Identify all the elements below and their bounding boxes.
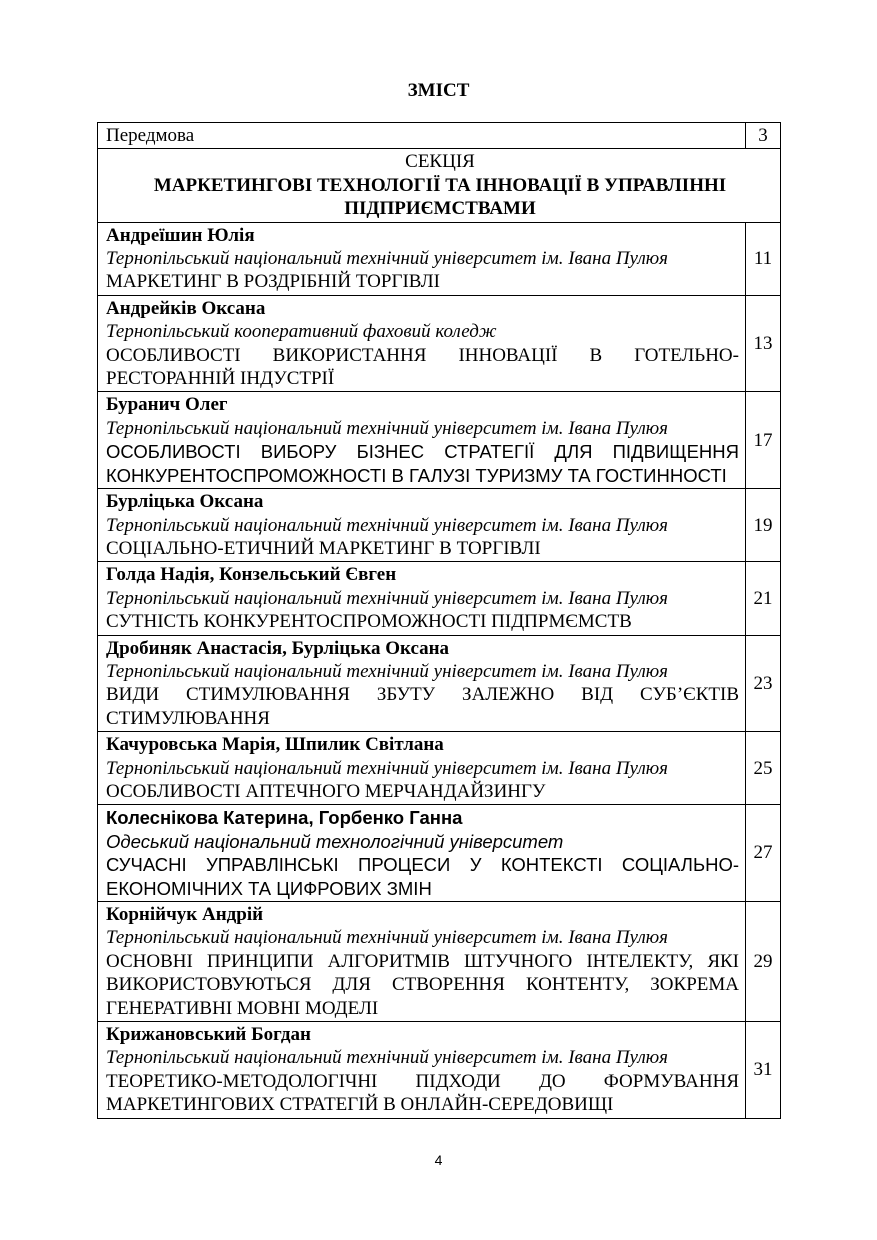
entry-title: ВИДИ СТИМУЛЮВАННЯ ЗБУТУ ЗАЛЕЖНО ВІД СУБ’ЄКТІВ СТИМУЛЮВАННЯ — [106, 684, 739, 729]
toc-entry[interactable] — [98, 295, 781, 392]
entry-authors: Крижановський Богдан — [106, 1024, 311, 1046]
entry-title: ОСОБЛИВОСТІ ВИБОРУ БІЗНЕС СТРАТЕГІЇ ДЛЯ ПІДВИЩЕННЯ КОНКУРЕНТОСПРОМОЖНОСТІ В ГАЛУЗІ ТУРИЗМУ ТА ГОСТИННОСТІ — [106, 441, 739, 486]
entry-institution: Тернопільський національний технічний університет ім. Івана Пулюя — [106, 927, 668, 949]
toc-row-preface[interactable] — [98, 123, 781, 149]
entry-page: 17 — [746, 392, 781, 489]
entry-institution: Тернопільський національний технічний університет ім. Івана Пулюя — [106, 417, 668, 439]
entry-title: ОСОБЛИВОСТІ АПТЕЧНОГО МЕРЧАНДАЙЗИНГУ — [106, 780, 546, 802]
section-header-row — [98, 149, 781, 222]
entry-authors: Дробиняк Анастасія, Бурліцька Оксана — [106, 637, 450, 659]
entry-details — [98, 902, 746, 1022]
entry-authors: Колеснікова Катерина, Горбенко Ганна — [106, 807, 463, 829]
entry-page: 21 — [746, 562, 781, 635]
entry-details — [98, 392, 746, 489]
entry-page: 13 — [746, 295, 781, 392]
entry-institution: Одеський національний технологічний університет — [106, 830, 564, 852]
preface-label: Передмова — [98, 123, 746, 149]
entry-institution: Тернопільський національний технічний університет ім. Івана Пулюя — [106, 757, 668, 779]
table-of-contents — [97, 122, 781, 1119]
entry-details — [98, 1022, 746, 1119]
entry-authors: Корнійчук Андрій — [106, 904, 264, 925]
entry-details — [98, 222, 746, 295]
toc-entry[interactable] — [98, 1022, 781, 1119]
entry-authors: Бурліцька Оксана — [106, 491, 264, 513]
page-number: 4 — [434, 1152, 443, 1168]
entry-institution: Тернопільський національний технічний університет ім. Івана Пулюя — [106, 660, 668, 682]
entry-details — [98, 295, 746, 392]
toc-entry[interactable] — [98, 392, 781, 489]
preface-page: 3 — [746, 123, 781, 149]
entry-details — [98, 805, 746, 902]
page-title: ЗМІСТ — [407, 80, 470, 101]
entry-details — [98, 732, 746, 805]
section-name: МАРКЕТИНГОВІ ТЕХНОЛОГІЇ ТА ІННОВАЦІЇ В УПРАВЛІННІ ПІДПРИЄМСТВАМИ — [153, 174, 727, 220]
entry-authors: Андреїшин Юлія — [106, 224, 255, 246]
toc-entry[interactable] — [98, 805, 781, 902]
section-label: СЕКЦІЯ — [405, 151, 475, 173]
entry-details — [98, 562, 746, 635]
toc-entry[interactable] — [98, 222, 781, 295]
toc-entry[interactable] — [98, 732, 781, 805]
entry-institution: Тернопільський національний технічний університет ім. Івана Пулюя — [106, 587, 668, 609]
entry-page: 23 — [746, 635, 781, 732]
entry-title: СУТНІСТЬ КОНКУРЕНТОСПРОМОЖНОСТІ ПІДПРМЄМСТВ — [106, 611, 632, 633]
entry-page: 31 — [746, 1022, 781, 1119]
entry-details — [98, 489, 746, 562]
entry-institution: Тернопільський національний технічний університет ім. Івана Пулюя — [106, 248, 668, 270]
entry-institution: Тернопільський національний технічний університет ім. Івана Пулюя — [106, 1047, 668, 1069]
entry-authors: Андрейків Оксана — [106, 297, 266, 319]
toc-entry[interactable] — [98, 902, 781, 1022]
entry-institution: Тернопільський національний технічний університет ім. Івана Пулюя — [106, 514, 668, 536]
entry-details — [98, 635, 746, 732]
toc-entry[interactable] — [98, 635, 781, 732]
entry-page: 11 — [746, 222, 781, 295]
entry-authors: Голда Надія, Конзельський Євген — [106, 564, 397, 586]
entry-page: 19 — [746, 489, 781, 562]
entry-title: СУЧАСНІ УПРАВЛІНСЬКІ ПРОЦЕСИ У КОНТЕКСТІ СОЦІАЛЬНО-ЕКОНОМІЧНИХ ТА ЦИФРОВИХ ЗМІН — [106, 854, 739, 899]
section-header — [98, 149, 781, 222]
entry-page: 29 — [746, 902, 781, 1022]
toc-entry[interactable] — [98, 562, 781, 635]
entry-page: 27 — [746, 805, 781, 902]
entry-institution: Тернопільський кооперативний фаховий коледж — [106, 321, 497, 343]
entry-authors: Буранич Олег — [106, 394, 228, 416]
entry-title: ОСОБЛИВОСТІ ВИКОРИСТАННЯ ІННОВАЦІЇ В ГОТЕЛЬНО-РЕСТОРАННІЙ ІНДУСТРІЇ — [106, 344, 739, 390]
toc-entry[interactable] — [98, 489, 781, 562]
entry-page: 25 — [746, 732, 781, 805]
entry-title: ОСНОВНІ ПРИНЦИПИ АЛГОРИТМІВ ШТУЧНОГО ІНТЕЛЕКТУ, ЯКІ ВИКОРИСТОВУЮТЬСЯ ДЛЯ СТВОРЕННЯ КОНТЕНТУ, ЗОКРЕМА ГЕНЕРАТИВНІ МОВНІ МОДЕЛІ — [106, 950, 739, 1019]
entry-title: СОЦІАЛЬНО-ЕТИЧНИЙ МАРКЕТИНГ В ТОРГІВЛІ — [106, 537, 541, 559]
entry-title: ТЕОРЕТИКО-МЕТОДОЛОГІЧНІ ПІДХОДИ ДО ФОРМУВАННЯ МАРКЕТИНГОВИХ СТРАТЕГІЙ В ОНЛАЙН-СЕРЕДОВИЩІ — [106, 1070, 739, 1116]
entry-title: МАРКЕТИНГ В РОЗДРІБНІЙ ТОРГІВЛІ — [106, 271, 440, 293]
entry-authors: Качуровська Марія, Шпилик Світлана — [106, 734, 444, 756]
